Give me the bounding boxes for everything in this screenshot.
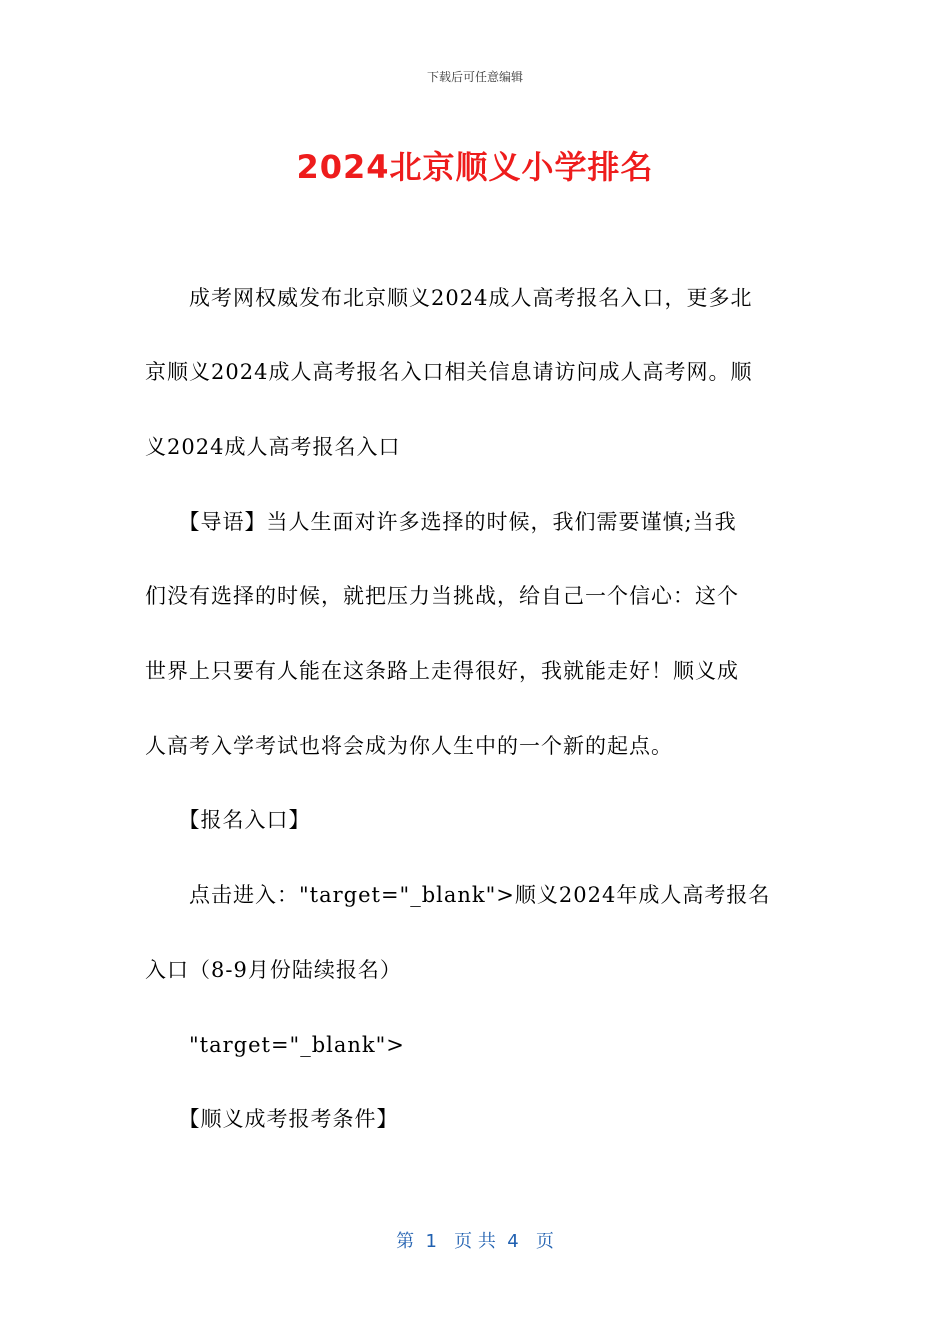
- document-title: 2024北京顺义小学排名: [296, 148, 654, 186]
- body-line: 【导语】当人生面对许多选择的时候，我们需要谨慎;当我: [145, 510, 737, 534]
- body-line: 世界上只要有人能在这条路上走得很好，我就能走好！顺义成: [145, 659, 739, 683]
- body-line: 京顺义2024成人高考报名入口相关信息请访问成人高考网。顺: [145, 360, 753, 384]
- body-line: 入口（8-9月份陆续报名）: [145, 958, 402, 982]
- body-line: 成考网权威发布北京顺义2024成人高考报名入口，更多北: [145, 286, 753, 310]
- section-heading: 【报名入口】: [145, 808, 311, 832]
- body-line: 义2024成人高考报名入口: [145, 435, 401, 459]
- body-line: 人高考入学考试也将会成为你人生中的一个新的起点。: [145, 734, 673, 758]
- header-note: 下载后可任意编辑: [426, 70, 523, 84]
- section-heading: 【顺义成考报考条件】: [145, 1107, 399, 1131]
- page-footer: 第 1 页 共 4 页: [396, 1231, 554, 1252]
- body-line: 点击进入："target="_blank">顺义2024年成人高考报名: [145, 883, 771, 907]
- body-line: "target="_blank">: [145, 1033, 405, 1057]
- body-line: 们没有选择的时候，就把压力当挑战，给自己一个信心：这个: [145, 584, 739, 608]
